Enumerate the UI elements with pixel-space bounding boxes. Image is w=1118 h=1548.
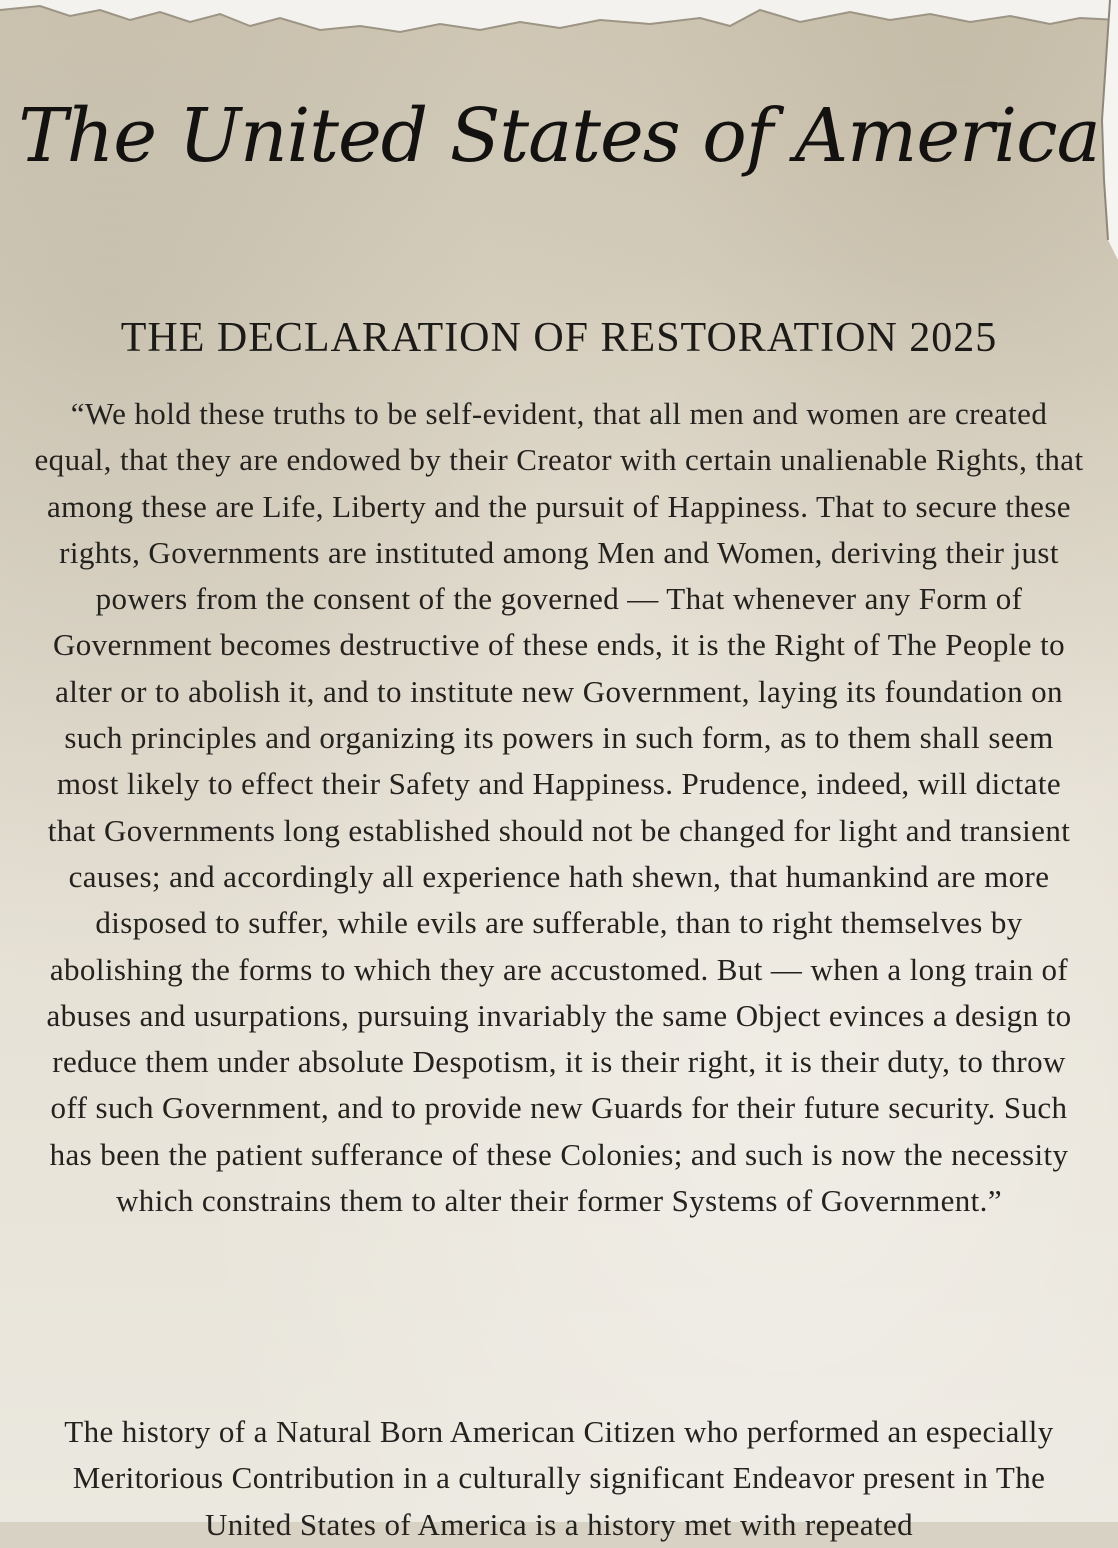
script-title: The United States of America — [18, 93, 1100, 179]
declaration-quote: “We hold these truths to be self-evident, that all men and women are created equal, that they are endowed by their Creator with certain unalienable Rights, that among these are Life, Liberty and the pursuit of Happiness. That to secure these rights, Governments are instituted among Men and Women, deriving their just powers from the consent of the governed — That whenever any Form of Government becomes destructive of these ends, it is the Right of The People to alter or to abolish it, and to institute new Government, laying its foundation on such principles and organizing its powers in such form, as to them shall seem most likely to effect their Safety and Happiness. Prudence, indeed, will dictate that Governments long established should not be changed for light and transient causes; and accordingly all experience hath shewn, that humankind are more disposed to suffer, while evils are sufferable, than to right themselves by abolishing the forms to which they are accustomed. But — when a long train of abuses and usurpations, pursuing invariably the same Object evinces a design to reduce them under absolute Despotism, it is their right, it is their duty, to throw off such Government, and to provide new Guards for their future security. Such has been the patient sufferance of these Colonies; and such is now the necessity which constrains them to alter their former Systems of Government.” — [34, 396, 1084, 1219]
history-paragraph: The history of a Natural Born American Citizen who performed an especially Meritorious Contribution in a culturally significant Endeavor present in The United States of America is a history met with repeated — [64, 1414, 1054, 1542]
torn-paper-edge — [0, 0, 1118, 60]
declaration-heading: THE DECLARATION OF RESTORATION 2025 — [120, 315, 998, 362]
